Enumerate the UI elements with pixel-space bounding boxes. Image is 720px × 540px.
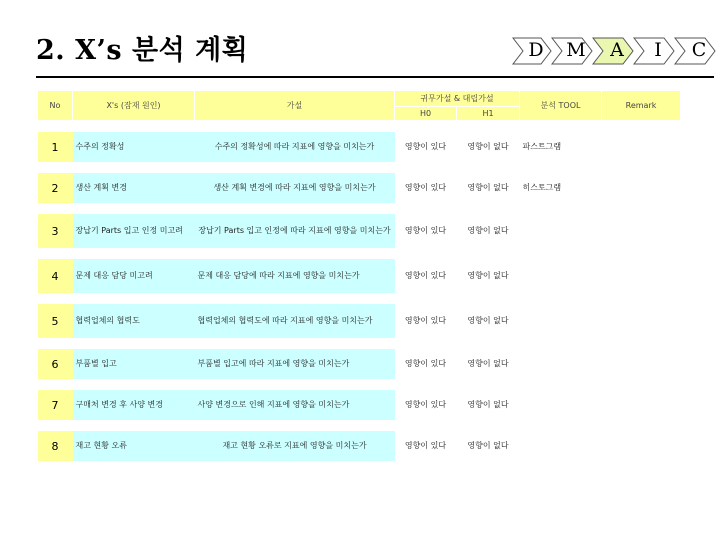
row-x: 구매처 변경 후 사양 변경 xyxy=(73,390,195,420)
row-x: 부품별 입고 xyxy=(73,349,195,379)
row-remark xyxy=(602,259,681,293)
row-hypothesis: 문제 대응 담당에 따라 지표에 영향을 미치는가 xyxy=(195,259,395,293)
row-hypothesis: 협력업체의 협력도에 따라 지표에 영향을 미치는가 xyxy=(195,304,395,338)
row-h1: 영향이 없다 xyxy=(457,259,520,293)
phase-d-label: D xyxy=(528,39,544,61)
row-tool: 파스트그램 xyxy=(520,132,602,162)
header-h1: H1 xyxy=(457,107,520,121)
header-tool: 분석 TOOL xyxy=(520,91,602,121)
row-no: 2 xyxy=(38,173,73,203)
header-h0: H0 xyxy=(395,107,457,121)
dmaic-phase-bar xyxy=(511,36,717,66)
row-remark xyxy=(602,390,681,420)
row-remark xyxy=(602,132,681,162)
row-h0: 영향이 있다 xyxy=(395,431,457,461)
row-h0: 영향이 있다 xyxy=(395,304,457,338)
row-h1: 영향이 없다 xyxy=(457,431,520,461)
row-tool xyxy=(520,214,602,248)
row-tool xyxy=(520,349,602,379)
row-hypothesis: 부품별 입고에 따라 지표에 영향을 미치는가 xyxy=(195,349,395,379)
phase-a-label: A xyxy=(610,39,624,61)
row-tool xyxy=(520,259,602,293)
row-h1: 영향이 없다 xyxy=(457,390,520,420)
row-x: 재고 현황 오류 xyxy=(73,431,195,461)
row-x: 문제 대응 담당 미고려 xyxy=(73,259,195,293)
phase-i-label: I xyxy=(654,39,662,61)
row-tool xyxy=(520,390,602,420)
row-h0: 영향이 있다 xyxy=(395,214,457,248)
row-hypothesis: 재고 현황 오류로 지표에 영향을 미치는가 xyxy=(195,431,395,461)
row-no: 5 xyxy=(38,304,73,338)
table-row xyxy=(38,259,681,293)
row-h1: 영향이 없다 xyxy=(457,214,520,248)
row-h0: 영향이 있다 xyxy=(395,173,457,203)
row-hypothesis: 장납기 Parts 입고 인정에 따라 지표에 영향을 미치는가 xyxy=(195,214,395,248)
row-tool: 히스토그램 xyxy=(520,173,602,203)
table-row xyxy=(38,214,681,248)
row-remark xyxy=(602,173,681,203)
row-h0: 영향이 있다 xyxy=(395,390,457,420)
row-h1: 영향이 없다 xyxy=(457,304,520,338)
row-tool xyxy=(520,431,602,461)
row-remark xyxy=(602,214,681,248)
header-x: X's (잠재 원인) xyxy=(73,91,195,121)
row-h0: 영향이 있다 xyxy=(395,132,457,162)
header-hypothesis: 가설 xyxy=(195,91,395,121)
row-remark xyxy=(602,431,681,461)
table-row xyxy=(38,390,681,420)
row-x: 장납기 Parts 입고 인정 미고려 xyxy=(73,214,195,248)
row-tool xyxy=(520,304,602,338)
row-x: 생산 계획 변경 xyxy=(73,173,195,203)
row-h1: 영향이 없다 xyxy=(457,132,520,162)
row-no: 3 xyxy=(38,214,73,248)
phase-m-label: M xyxy=(566,39,586,61)
row-h1: 영향이 없다 xyxy=(457,173,520,203)
row-x: 수주의 정확성 xyxy=(73,132,195,162)
row-remark xyxy=(602,349,681,379)
row-hypothesis: 사양 변경으로 인해 지표에 영향을 미치는가 xyxy=(195,390,395,420)
table-row xyxy=(38,304,681,338)
row-hypothesis: 생산 계획 변경에 따라 지표에 영향을 미치는가 xyxy=(195,173,395,203)
table-row xyxy=(38,132,681,162)
header-remark: Remark xyxy=(602,91,681,121)
row-h0: 영향이 있다 xyxy=(395,349,457,379)
header-null-alt: 귀무가설 & 대립가설 xyxy=(395,91,520,107)
title-divider xyxy=(36,76,714,78)
row-h0: 영향이 있다 xyxy=(395,259,457,293)
header-no: No xyxy=(38,91,73,121)
row-no: 6 xyxy=(38,349,73,379)
row-no: 7 xyxy=(38,390,73,420)
page-title: 2. X’s 분석 계획 xyxy=(36,35,249,66)
row-no: 1 xyxy=(38,132,73,162)
table-row xyxy=(38,173,681,203)
phase-c-label: C xyxy=(691,39,707,61)
row-x: 협력업체의 협력도 xyxy=(73,304,195,338)
table-row xyxy=(38,431,681,461)
row-remark xyxy=(602,304,681,338)
row-h1: 영향이 없다 xyxy=(457,349,520,379)
row-hypothesis: 수주의 정확성에 따라 지표에 영향을 미치는가 xyxy=(195,132,395,162)
row-no: 8 xyxy=(38,431,73,461)
table-row xyxy=(38,349,681,379)
analysis-plan-table xyxy=(37,90,681,461)
row-no: 4 xyxy=(38,259,73,293)
